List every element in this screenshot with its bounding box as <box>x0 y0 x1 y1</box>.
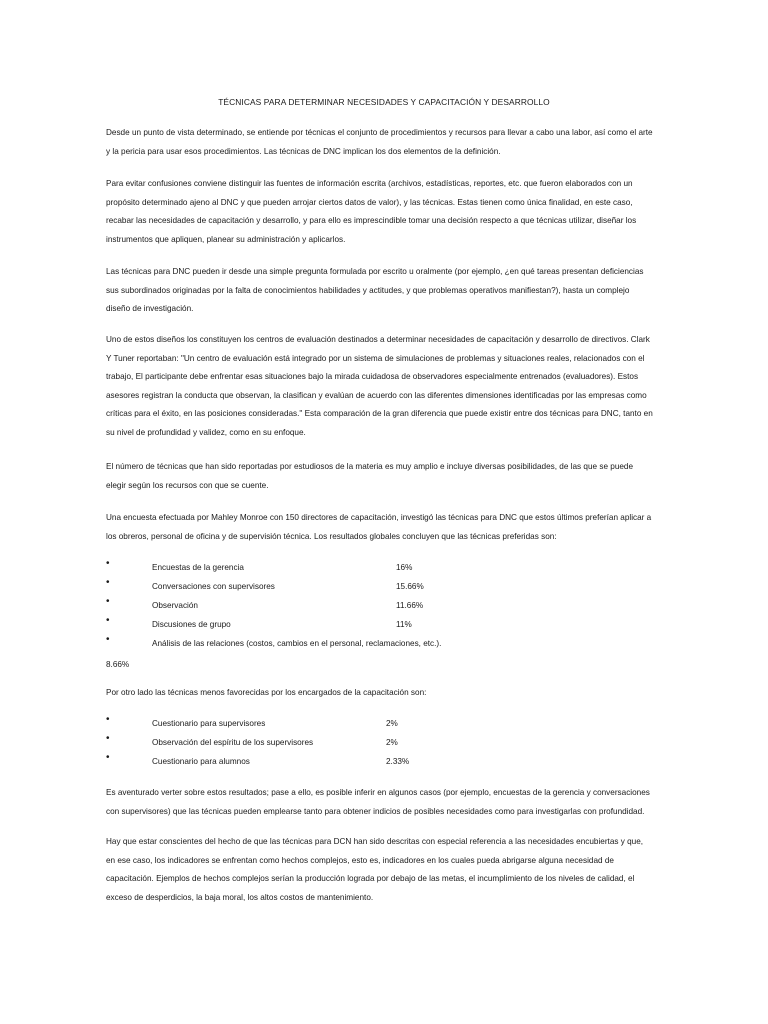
paragraph-results-interpretation: Es aventurado verter sobre estos resultados; pase a ello, es posible inferir en algunos casos (por ejemplo, encuestas de la gerencia y conversaciones con supervisores) que las técnicas pueden emplearse tanto para obtener indicios de posibles necesidades como para investigarlas con profundidad. <box>106 788 650 816</box>
list-item <box>106 714 654 733</box>
technique-percentage: 15.66% <box>396 582 424 591</box>
technique-percentage-overflow: 8.66% <box>106 660 130 669</box>
list-item <box>106 615 654 634</box>
technique-label: Cuestionario para alumnos <box>152 757 250 766</box>
paragraph-evaluation-centers: Uno de estos diseños los constituyen los centros de evaluación destinados a determinar necesidades de capacitación y desarrollo de directivos. Clark Y Tuner reportaban: "Un centro de evaluación está integrado por un sistema de simulaciones de problemas y situaciones reales, relacionados con el trabajo, El participante debe enfrentar esas situaciones bajo la mirada cuidadosa de observadores especialmente entrenados (evaluadores). Estos asesores registran la conducta que observan, la clasifican y evalúan de acuerdo con las diferentes dimensiones identificadas por las empresas como críticas para el éxito, en las posiciones consideradas." Esta comparación de la gran diferencia que puede existir entre dos técnicas para DNC, tanto en su nivel de profundidad y validez, como en su enfoque. <box>106 335 653 437</box>
technique-label: Análisis de las relaciones (costos, cambios en el personal, reclamaciones, etc.). <box>152 639 442 648</box>
paragraph-techniques-range: Las técnicas para DNC pueden ir desde una simple pregunta formulada por escrito u oralmente (por ejemplo, ¿en qué tareas presentan deficiencias sus subordinados originadas por la falta de conocimientos habilidades y actitudes, y que problemas operativos manifiestan?), hasta un complejo diseño de investigación. <box>106 267 644 313</box>
bullet-icon: • <box>106 714 110 725</box>
paragraph-definition: Desde un punto de vista determinado, se entiende por técnicas el conjunto de procedimientos y recursos para llevar a cabo una labor, así como el arte y la pericia para usar esos procedimientos. Las técnicas de DNC implican los dos elementos de la definición. <box>106 128 653 156</box>
technique-label: Observación del espíritu de los supervisores <box>152 738 314 747</box>
technique-percentage: 11% <box>396 620 412 629</box>
list-item <box>106 733 654 752</box>
paragraph-survey: Una encuesta efectuada por Mahley Monroe con 150 directores de capacitación, investigó las técnicas para DNC que estos últimos preferían aplicar a los obreros, personal de oficina y de supervisión técnica. Los resultados globales concluyen que las técnicas preferidas son: <box>106 513 652 541</box>
least-favored-techniques-list <box>106 714 654 771</box>
technique-label: Cuestionario para supervisores <box>152 719 266 728</box>
technique-percentage: 2% <box>386 738 398 747</box>
paragraph-least-favored: Por otro lado las técnicas menos favorecidas por los encargados de la capacitación son: <box>106 688 427 697</box>
bullet-icon: • <box>106 558 110 569</box>
paragraph-complex-facts: Hay que estar conscientes del hecho de que las técnicas para DCN han sido descritas con especial referencia a las necesidades encubiertas y que, en ese caso, los indicadores se enfrentan como hechos complejos, esto es, indicadores en los cuales pueda abrigarse alguna necesidad de capacitación. Ejemplos de hechos complejos serían la producción lograda por debajo de las metas, el incumplimiento de los niveles de calidad, el exceso de desperdicios, la baja moral, los altos costos de mantenimiento. <box>106 837 644 902</box>
list-item <box>106 752 654 771</box>
bullet-icon: • <box>106 596 110 607</box>
technique-percentage: 11.66% <box>396 601 424 610</box>
list-item <box>106 596 654 615</box>
bullet-icon: • <box>106 752 110 763</box>
list-item <box>106 558 654 577</box>
bullet-icon: • <box>106 634 110 645</box>
list-item <box>106 634 654 653</box>
technique-percentage: 16% <box>396 563 413 572</box>
document-title: TÉCNICAS PARA DETERMINAR NECESIDADES Y CAPACITACIÓN Y DESARROLLO <box>218 97 550 107</box>
technique-percentage: 2.33% <box>386 757 410 766</box>
preferred-techniques-list <box>106 558 654 653</box>
bullet-icon: • <box>106 733 110 744</box>
technique-label: Discusiones de grupo <box>152 620 231 629</box>
technique-label: Conversaciones con supervisores <box>152 582 275 591</box>
list-item <box>106 577 654 596</box>
bullet-icon: • <box>106 577 110 588</box>
technique-label: Observación <box>152 601 198 610</box>
paragraph-sources: Para evitar confusiones conviene distinguir las fuentes de información escrita (archivos, estadísticas, reportes, etc. que fueron elaborados con un propósito determinado ajeno al DNC y que pueden arrojar ciertos datos de valor), y las técnicas. Estas tienen como única finalidad, en este caso, recabar las necesidades de capacitación y desarrollo, y para ello es imprescindible tomar una decisión respecto a que técnicas utilizar, diseñar los instrumentos que apliquen, planear su administración y aplicarlos. <box>106 179 637 244</box>
bullet-icon: • <box>106 615 110 626</box>
technique-label: Encuestas de la gerencia <box>152 563 244 572</box>
paragraph-number-of-techniques: El número de técnicas que han sido reportadas por estudiosos de la materia es muy amplio e incluye diversas posibilidades, de las que se puede elegir según los recursos con que se cuente. <box>106 462 634 490</box>
technique-percentage: 2% <box>386 719 398 728</box>
